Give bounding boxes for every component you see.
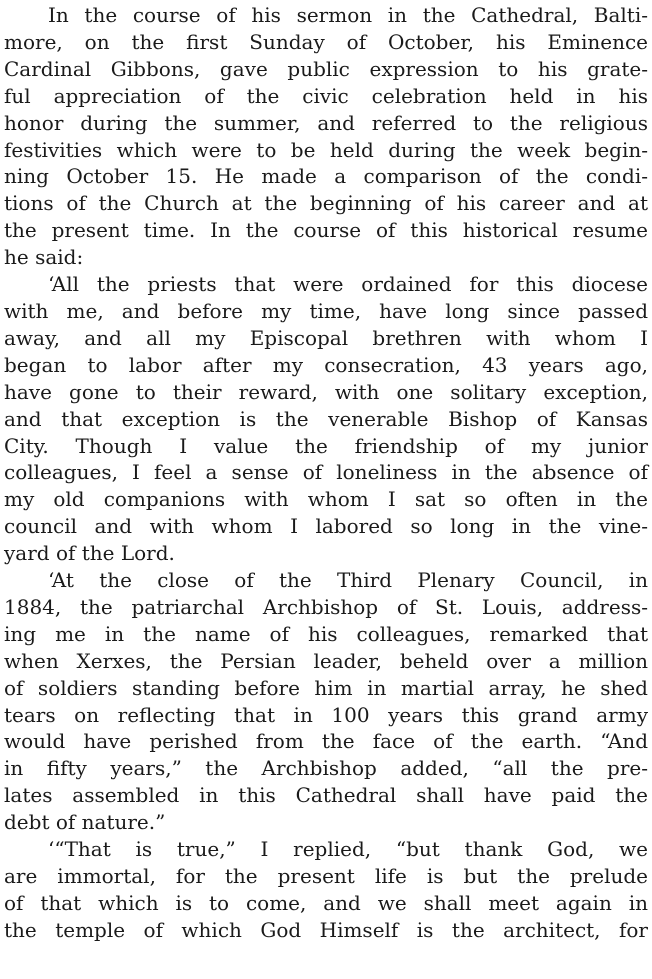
text-line: honor during the summer, and referred to the religious — [4, 110, 648, 135]
text-line: ‘All the priests that were ordained for this diocese — [48, 272, 648, 297]
text-line: yard of the Lord. — [4, 541, 175, 566]
text-line: when Xerxes, the Persian leader, beheld over a million — [4, 648, 648, 673]
text-line: tions of the Church at the beginning of his career and at — [4, 191, 648, 216]
text-line: of that which is to come, and we shall meet again in — [4, 890, 648, 915]
paragraph-2 — [4, 271, 648, 567]
text-line: he said: — [4, 245, 84, 270]
text-line: have gone to their reward, with one solitary exception, — [4, 379, 648, 404]
text-line: of soldiers standing before him in martial array, he shed — [4, 675, 648, 700]
text-line: ‘“That is true,” I replied, “but thank God, we — [48, 837, 648, 862]
text-line: are immortal, for the present life is but the prelude — [4, 864, 648, 888]
text-line: 1884, the patriarchal Archbishop of St. Louis, address- — [4, 594, 648, 619]
text-line: debt of nature.” — [4, 810, 166, 835]
text-line: ning October 15. He made a comparison of the condi- — [4, 164, 648, 189]
paragraph-4 — [4, 836, 648, 944]
text-line: away, and all my Episcopal brethren with whom I — [4, 325, 648, 350]
text-line: more, on the first Sunday of October, his Eminence — [4, 29, 648, 54]
text-line: lates assembled in this Cathedral shall have paid the — [4, 783, 648, 808]
text-line: began to labor after my consecration, 43 years ago, — [4, 352, 648, 377]
text-line: ful appreciation of the civic celebration held in his — [4, 83, 648, 108]
text-line: the present time. In the course of this historical resume — [4, 218, 648, 243]
text-line: in fifty years,” the Archbishop added, “all the pre- — [4, 756, 648, 781]
text-line: tears on reflecting that in 100 years this grand army — [4, 702, 648, 727]
text-line: In the course of his sermon in the Cathedral, Balti- — [48, 3, 648, 27]
text-line: would have perished from the face of the earth. “And — [4, 729, 648, 754]
text-line: City. Though I value the friendship of my junior — [4, 433, 648, 458]
text-line: my old companions with whom I sat so often in the — [4, 487, 648, 512]
text-line: and that exception is the venerable Bishop of Kansas — [4, 406, 648, 431]
text-line: council and with whom I labored so long in the vine- — [4, 514, 648, 539]
paragraph-3 — [4, 567, 648, 836]
text-line: Cardinal Gibbons, gave public expression to his grate- — [4, 56, 648, 81]
text-line: ing me in the name of his colleagues, remarked that — [4, 621, 648, 646]
text-line: the temple of which God Himself is the architect, for — [4, 917, 648, 942]
paragraph-1 — [4, 2, 648, 271]
text-line: colleagues, I feel a sense of loneliness in the absence of — [4, 460, 648, 485]
text-line: ‘At the close of the Third Plenary Council, in — [48, 568, 648, 593]
text-line: festivities which were to be held during the week begin- — [4, 137, 648, 162]
text-line: with me, and before my time, have long since passed — [4, 298, 648, 323]
